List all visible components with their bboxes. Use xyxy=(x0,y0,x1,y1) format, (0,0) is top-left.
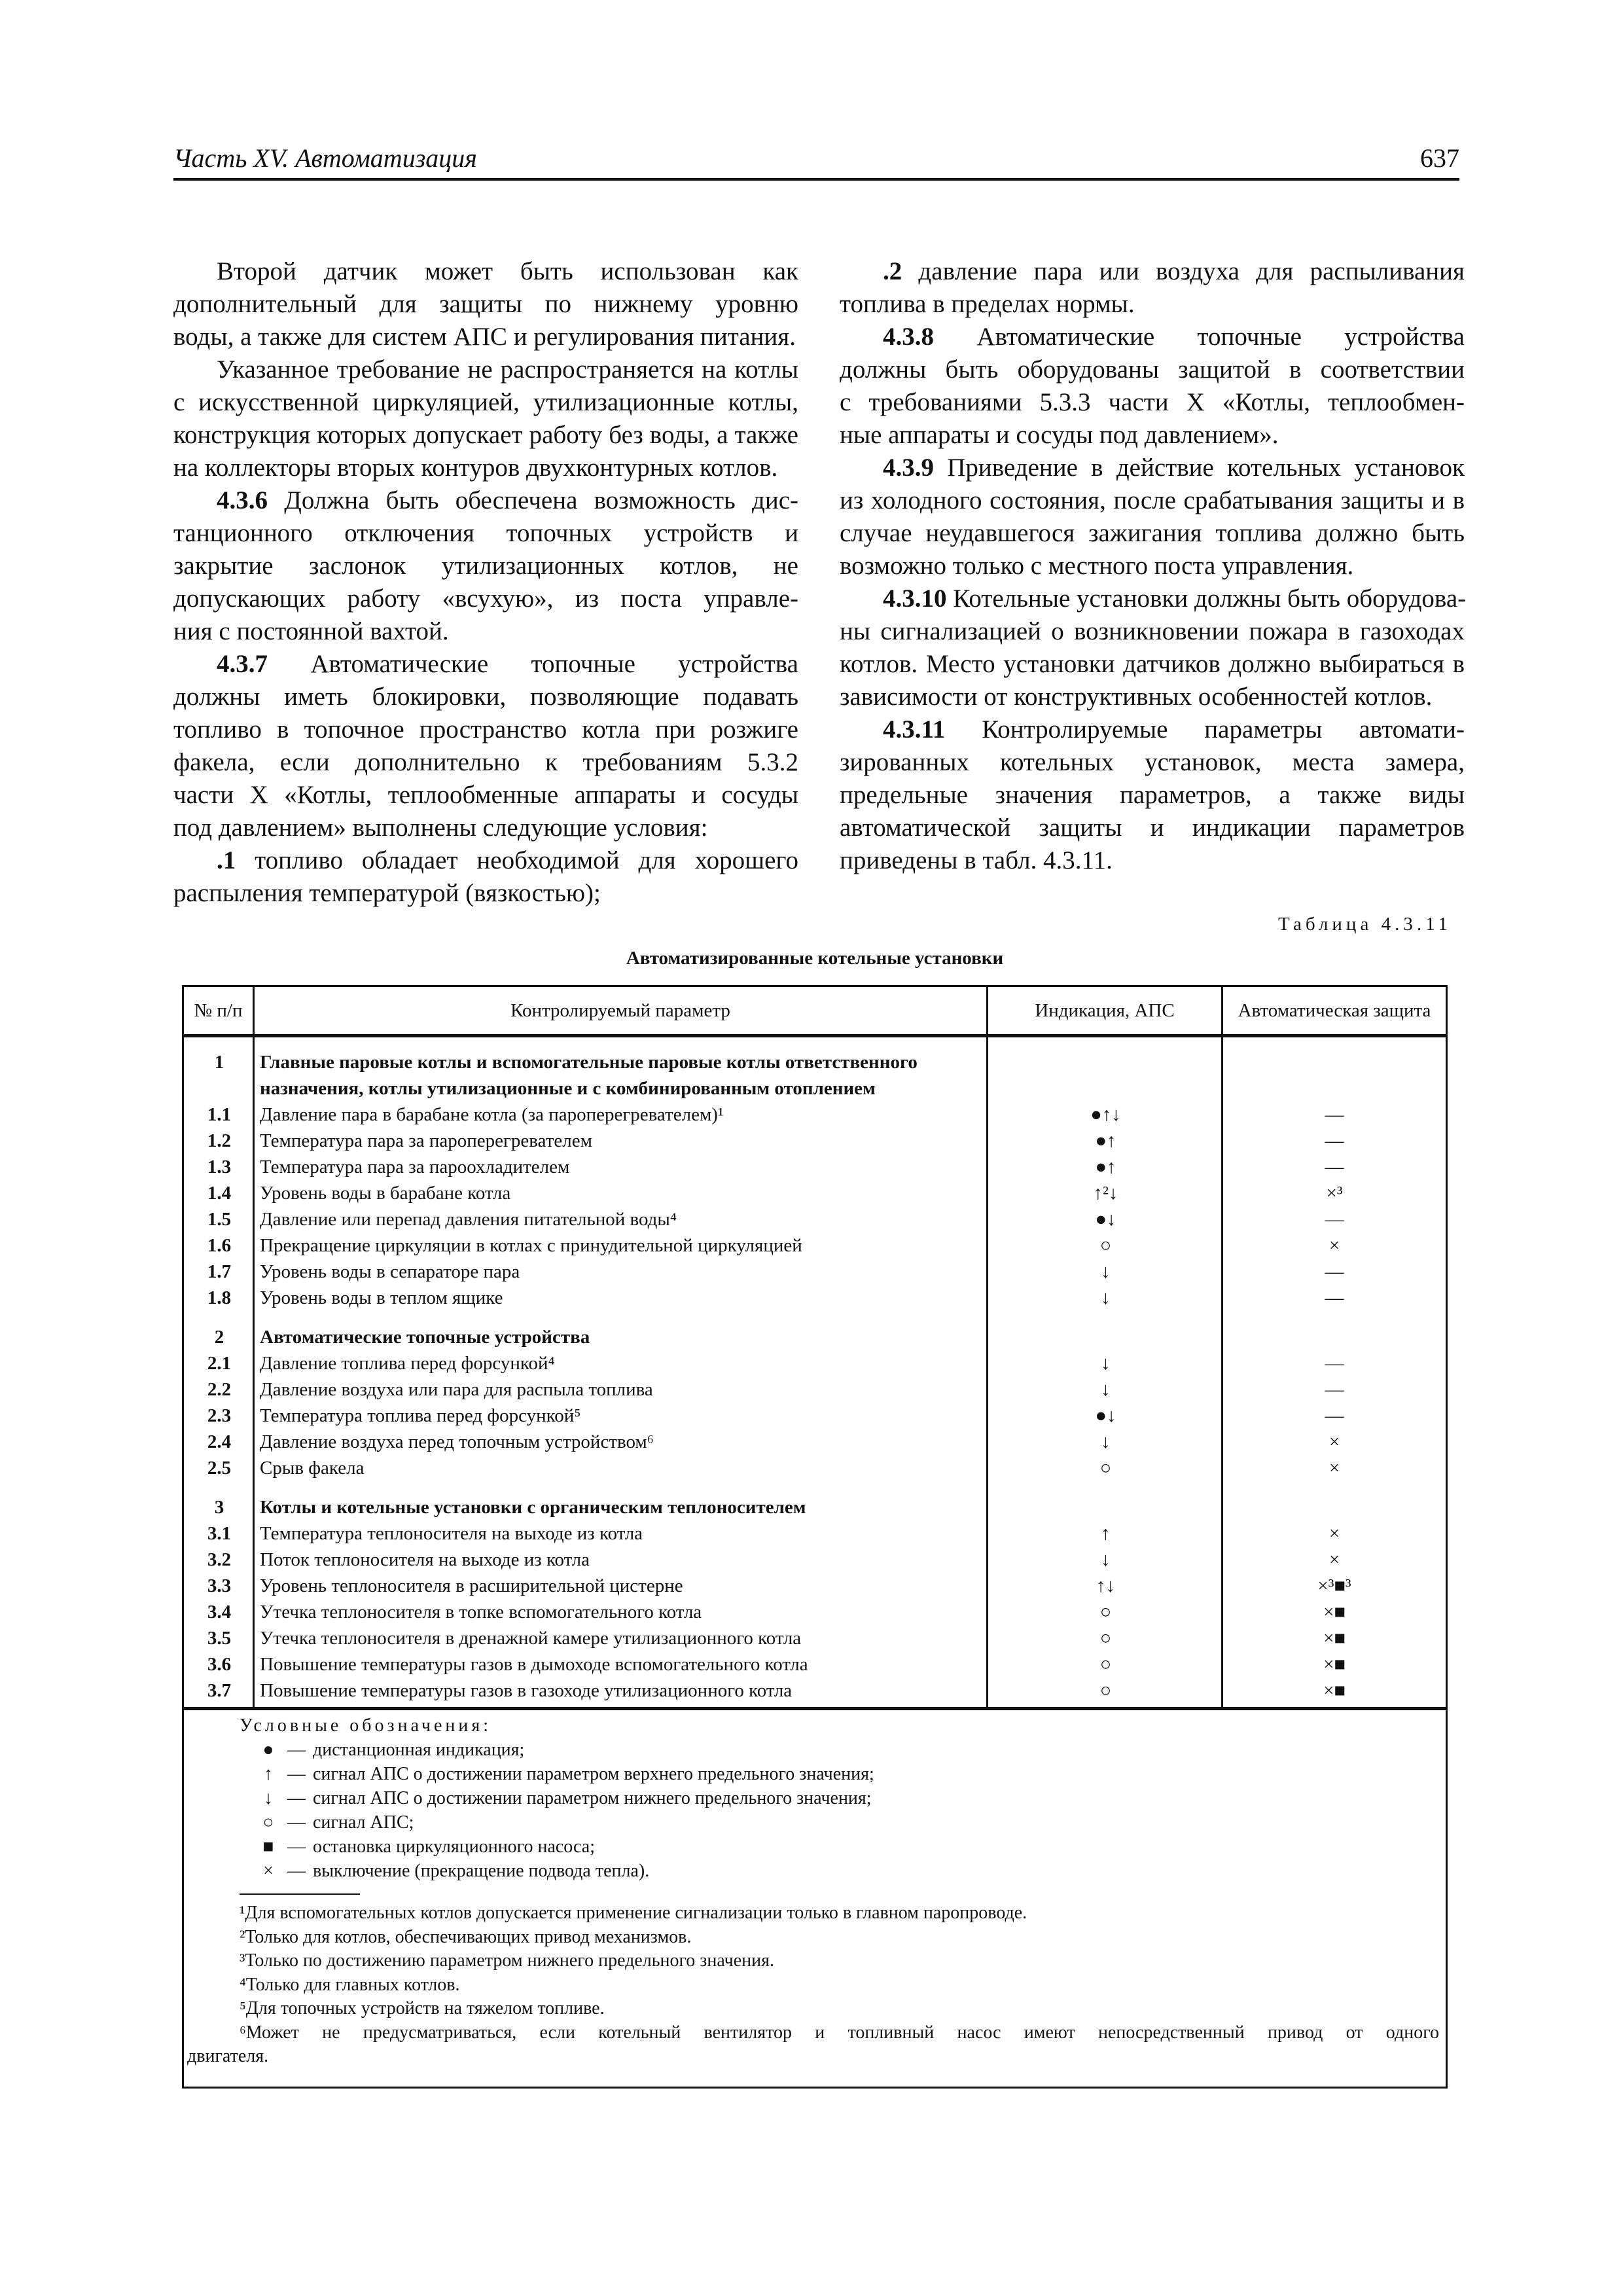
paragraph-line xyxy=(173,713,798,746)
protection-symbols: × xyxy=(1329,1431,1340,1452)
paragraph-line xyxy=(173,779,798,812)
parameter-name: Температура теплоносителя на выходе из котла xyxy=(260,1523,643,1544)
paragraph-line xyxy=(840,779,1465,812)
clause-number: 4.3.10 xyxy=(883,584,947,613)
line-text: из холодного состояния, после срабатывания защиты и в xyxy=(840,486,1465,514)
paragraph-line xyxy=(173,681,798,713)
legend-dash: — xyxy=(287,1788,306,1808)
parameter-name: Давление топлива перед форсункой⁴ xyxy=(260,1353,555,1374)
line-text: танционного отключения топочных устройств и xyxy=(173,519,798,547)
line-text: воды, а также для систем АПС и регулирования питания. xyxy=(173,323,796,351)
paragraph-line xyxy=(840,419,1465,452)
protection-symbols: — xyxy=(1325,1353,1344,1374)
paragraph-line xyxy=(840,353,1465,386)
parameter-name: Давление пара в барабане котла (за пароперегревателем)¹ xyxy=(260,1104,724,1125)
paragraph-line xyxy=(840,681,1465,713)
line-text: возможно только с местного поста управления. xyxy=(840,552,1354,580)
line-text: ны сигнализацией о возникновении пожара в газоходах xyxy=(840,617,1465,645)
table-row xyxy=(184,1154,1446,1180)
column-header-parameter: Контролируемый параметр xyxy=(255,987,988,1034)
line-text: давление пара или воздуха для распыливания xyxy=(902,257,1465,285)
table-row xyxy=(184,1180,1446,1206)
parameter-name: Повышение температуры газов в газоходе утилизационного котла xyxy=(260,1680,793,1701)
legend-item xyxy=(240,1786,874,1810)
boiler-parameters-table xyxy=(182,985,1448,2089)
clause-number: 4.3.11 xyxy=(883,715,946,744)
clause-number: .2 xyxy=(883,257,902,285)
row-number: 1.3 xyxy=(207,1157,232,1177)
row-number: 1.2 xyxy=(207,1130,232,1151)
protection-symbols: — xyxy=(1325,1104,1344,1125)
table-row xyxy=(184,1520,1446,1547)
legend-text: сигнал АПС о достижении параметром верхнего предельного значения; xyxy=(313,1764,874,1784)
section-row xyxy=(184,1324,1446,1350)
line-text: должны иметь блокировки, позволяющие подавать xyxy=(173,683,798,711)
row-number: 2.5 xyxy=(207,1458,232,1479)
paragraph-line xyxy=(840,583,1465,615)
line-text: случае неудавшегося зажигания топлива должно быть xyxy=(840,519,1465,547)
line-text: под давлением» выполнены следующие условия: xyxy=(173,814,708,842)
table-row xyxy=(184,1128,1446,1154)
protection-symbols: × xyxy=(1329,1235,1340,1256)
indication-symbols xyxy=(988,1049,1223,1102)
line-text: дополнительный для защиты по нижнему уровню xyxy=(173,290,798,318)
protection-symbols: ×■ xyxy=(1323,1602,1346,1623)
paragraph-line xyxy=(173,353,798,386)
indication-symbols: ↓ xyxy=(1101,1287,1111,1308)
parameter-name: Уровень воды в сепараторе пара xyxy=(260,1261,520,1282)
line-text: Указанное требование не распространяется на котлы xyxy=(217,355,798,384)
indication-symbols xyxy=(988,1324,1223,1350)
line-text: топливо в топочное пространство котла при розжиге xyxy=(173,715,798,744)
indication-symbols: ○ xyxy=(1099,1628,1112,1649)
line-text: Автоматические топочные устройства xyxy=(934,323,1465,351)
legend-symbol-icon: × xyxy=(263,1861,274,1881)
indication-symbols: ↓ xyxy=(1101,1261,1111,1282)
footnote-separator xyxy=(240,1893,360,1895)
legend-text: остановка циркуляционного насоса; xyxy=(313,1837,595,1857)
legend-heading: Условные обозначения: xyxy=(240,1715,492,1736)
indication-symbols: ●↑ xyxy=(1095,1130,1116,1151)
protection-symbols: ×■ xyxy=(1323,1628,1346,1649)
footnote: ⁵Для топочных устройств на тяжелом топливе. xyxy=(240,1998,605,2018)
legend-item xyxy=(240,1810,874,1835)
column-header-indication: Индикация, АПС xyxy=(988,987,1223,1034)
indication-symbols: ↓ xyxy=(1101,1353,1111,1374)
parameter-name: Уровень воды в теплом ящике xyxy=(260,1287,503,1308)
row-number: 3.2 xyxy=(207,1549,232,1570)
parameter-name: Котлы и котельные установки с органическим теплоносителем xyxy=(260,1497,806,1518)
line-text: закрытие заслонок утилизационных котлов, не xyxy=(173,552,798,580)
line-text: Приведение в действие котельных установок xyxy=(934,454,1465,482)
parameter-name: Уровень воды в барабане котла xyxy=(260,1183,511,1204)
table-row xyxy=(184,1102,1446,1128)
legend-symbol-icon: ↑ xyxy=(264,1764,273,1784)
table-row xyxy=(184,1232,1446,1259)
indication-symbols: ↑ xyxy=(1101,1523,1111,1544)
column-header-protection: Автоматическая защита xyxy=(1238,999,1431,1021)
parameter-name: Давление воздуха перед топочным устройством⁶ xyxy=(260,1431,654,1452)
parameter-name: Температура пара за пароперегревателем xyxy=(260,1130,592,1151)
table-row xyxy=(184,1429,1446,1455)
protection-symbols: — xyxy=(1325,1287,1344,1308)
parameter-name: Давление воздуха или пара для распыла топлива xyxy=(260,1379,653,1400)
row-number: 3.4 xyxy=(207,1602,232,1623)
table-body xyxy=(184,1037,1446,1710)
protection-symbols: × xyxy=(1329,1523,1340,1544)
line-text: Котельные установки должны быть оборудова- xyxy=(946,584,1467,613)
table-row xyxy=(184,1350,1446,1376)
legend-dash: — xyxy=(287,1764,306,1784)
row-number: 3.5 xyxy=(207,1628,232,1649)
line-text: приведены в табл. 4.3.11. xyxy=(840,846,1113,874)
table-row xyxy=(184,1376,1446,1403)
paragraph-line xyxy=(840,288,1465,321)
row-number: 1.8 xyxy=(207,1287,232,1308)
paragraph-line xyxy=(840,746,1465,779)
row-number: 1.6 xyxy=(207,1235,232,1256)
row-number: 2.4 xyxy=(207,1431,232,1452)
paragraph-line xyxy=(173,517,798,550)
legend-symbol-icon: ■ xyxy=(262,1837,274,1857)
indication-symbols: ↓ xyxy=(1101,1431,1111,1452)
line-text: котлов. Место установки датчиков должно выбираться в xyxy=(840,650,1465,678)
line-text: предельные значения параметров, а также виды xyxy=(840,781,1465,809)
paragraph-line xyxy=(173,615,798,648)
line-text: топливо обладает необходимой для хорошего xyxy=(236,846,798,874)
protection-symbols: — xyxy=(1325,1261,1344,1282)
indication-symbols: ↓ xyxy=(1101,1549,1111,1570)
legend-symbol-icon: ● xyxy=(262,1740,274,1760)
line-text: автоматической защиты и индикации параметров xyxy=(840,814,1465,842)
line-text: зависимости от конструктивных особенностей котлов. xyxy=(840,683,1433,711)
paragraph-line xyxy=(840,452,1465,484)
table-row xyxy=(184,1599,1446,1625)
legend-dash: — xyxy=(287,1837,306,1857)
paragraph-line xyxy=(173,746,798,779)
row-number: 3.3 xyxy=(207,1575,232,1596)
indication-symbols: ●↑ xyxy=(1095,1157,1116,1177)
row-number: 2.2 xyxy=(207,1379,232,1400)
parameter-name: Повышение температуры газов в дымоходе вспомогательного котла xyxy=(260,1654,808,1675)
indication-symbols: ●↑↓ xyxy=(1090,1104,1121,1125)
row-number: 2.3 xyxy=(207,1405,232,1426)
column-header-number: № п/п xyxy=(184,987,255,1034)
paragraph-line xyxy=(173,583,798,615)
protection-symbols: — xyxy=(1325,1157,1344,1177)
paragraph-line xyxy=(173,648,798,681)
paragraph-line xyxy=(840,844,1465,877)
line-text: с требованиями 5.3.3 части X «Котлы, теплообмен- xyxy=(840,388,1465,416)
row-number: 3.7 xyxy=(207,1680,232,1701)
paragraph-line xyxy=(840,255,1465,288)
line-text: факела, если дополнительно к требованиям 5.3.2 xyxy=(173,748,798,776)
protection-symbols xyxy=(1223,1494,1446,1520)
protection-symbols xyxy=(1223,1324,1446,1350)
indication-symbols: ●↓ xyxy=(1095,1405,1116,1426)
clause-number: 4.3.6 xyxy=(217,486,268,514)
footnote: двигателя. xyxy=(187,2046,269,2066)
row-number: 1 xyxy=(214,1052,224,1073)
table-row xyxy=(184,1455,1446,1481)
legend-item xyxy=(240,1835,874,1859)
legend-text: выключение (прекращение подвода тепла). xyxy=(313,1861,650,1881)
header-rule xyxy=(173,178,1459,181)
paragraph-line xyxy=(173,550,798,583)
table-row xyxy=(184,1285,1446,1311)
line-text: топлива в пределах нормы. xyxy=(840,290,1135,318)
table-row xyxy=(184,1677,1446,1704)
line-text: должны быть оборудованы защитой в соответствии xyxy=(840,355,1465,384)
parameter-name: Уровень теплоносителя в расширительной цистерне xyxy=(260,1575,683,1596)
clause-number: 4.3.8 xyxy=(883,323,934,351)
table-header xyxy=(184,987,1446,1037)
parameter-name: Утечка теплоносителя в топке вспомогательного котла xyxy=(260,1602,702,1623)
legend-symbol-icon: ↓ xyxy=(264,1788,273,1808)
footnote: ¹Для вспомогательных котлов допускается применение сигнализации только в главном паропроводе. xyxy=(240,1903,1027,1923)
paragraph-line xyxy=(173,321,798,353)
paragraph-line xyxy=(840,648,1465,681)
indication-symbols: ○ xyxy=(1099,1458,1112,1479)
row-number: 3 xyxy=(214,1497,224,1518)
row-number: 3.6 xyxy=(207,1654,232,1675)
paragraph-line xyxy=(173,288,798,321)
paragraph-line xyxy=(173,844,798,877)
row-number: 1.4 xyxy=(207,1183,232,1204)
line-text: Второй датчик может быть использован как xyxy=(217,257,798,285)
table-row xyxy=(184,1651,1446,1677)
paragraph-line xyxy=(173,386,798,419)
protection-symbols: × xyxy=(1329,1549,1340,1570)
line-text: зированных котельных установок, места замера, xyxy=(840,748,1465,776)
legend-dash: — xyxy=(287,1740,306,1760)
footnote: ³Только по достижению параметром нижнего предельного значения. xyxy=(240,1950,775,1971)
indication-symbols: ↑↓ xyxy=(1096,1575,1115,1596)
table-row xyxy=(184,1403,1446,1429)
paragraph-line xyxy=(840,321,1465,353)
protection-symbols: — xyxy=(1325,1130,1344,1151)
indication-symbols: ○ xyxy=(1099,1602,1112,1623)
footnotes xyxy=(187,1901,1439,2069)
parameter-name: Давление или перепад давления питательной воды⁴ xyxy=(260,1209,677,1230)
paragraph-line xyxy=(840,812,1465,844)
legend-text: сигнал АПС о достижении параметром нижнего предельного значения; xyxy=(313,1788,872,1808)
paragraph-line xyxy=(173,484,798,517)
line-text: допускающих работу «всухую», из поста управле- xyxy=(173,584,798,613)
page-number: 637 xyxy=(1420,143,1459,173)
legend-text: дистанционная индикация; xyxy=(313,1740,525,1760)
row-number: 2 xyxy=(214,1327,224,1348)
table-row xyxy=(184,1259,1446,1285)
legend-dash: — xyxy=(287,1861,306,1881)
indication-symbols: ↑²↓ xyxy=(1093,1183,1118,1204)
footnote: ⁶Может не предусматриваться, если котельный вентилятор и топливный насос имеют непосредственный привод от одного xyxy=(240,2022,1439,2043)
footnote: ⁴Только для главных котлов. xyxy=(240,1974,460,1995)
line-text: с искусственной циркуляцией, утилизационные котлы, xyxy=(173,388,798,416)
protection-symbols: — xyxy=(1325,1209,1344,1230)
line-text: конструкция которых допускает работу без воды, а также xyxy=(173,421,798,449)
line-text: Контролируемые параметры автомати- xyxy=(945,715,1465,744)
section-row xyxy=(184,1494,1446,1520)
table-row xyxy=(184,1625,1446,1651)
protection-symbols: ×³ xyxy=(1326,1183,1343,1204)
row-number: 2.1 xyxy=(207,1353,232,1374)
protection-symbols: ×■ xyxy=(1323,1654,1346,1675)
parameter-name: Температура пара за пароохладителем xyxy=(260,1157,570,1177)
legend-symbol-icon: ○ xyxy=(262,1812,274,1833)
paragraph-line xyxy=(840,517,1465,550)
paragraph-line xyxy=(840,484,1465,517)
line-text: части X «Котлы, теплообменные аппараты и сосуды xyxy=(173,781,798,809)
legend-item xyxy=(240,1738,874,1762)
indication-symbols: ●↓ xyxy=(1095,1209,1116,1230)
parameter-name: Срыв факела xyxy=(260,1458,365,1479)
row-number: 1.5 xyxy=(207,1209,232,1230)
parameter-name: Температура топлива перед форсункой⁵ xyxy=(260,1405,581,1426)
paragraph-line xyxy=(840,615,1465,648)
indication-symbols: ○ xyxy=(1099,1235,1112,1256)
parameter-name: Прекращение циркуляции в котлах с принудительной циркуляцией xyxy=(260,1235,802,1256)
running-header-title: Часть XV. Автоматизация xyxy=(173,143,477,173)
protection-symbols: — xyxy=(1325,1379,1344,1400)
legend-dash: — xyxy=(287,1812,306,1833)
table-title: Автоматизированные котельные установки xyxy=(626,948,1004,969)
table-row xyxy=(184,1206,1446,1232)
row-number: 1.1 xyxy=(207,1104,232,1125)
parameter-name: Утечка теплоносителя в дренажной камере утилизационного котла xyxy=(260,1628,802,1649)
paragraph-line xyxy=(840,713,1465,746)
parameter-name: Главные паровые котлы и вспомогательные паровые котлы ответственного назначения, котлы утилизационные и с комбинированным отоплением xyxy=(260,1052,918,1099)
left-text-column xyxy=(173,255,798,910)
legend-item xyxy=(240,1859,874,1883)
row-number: 3.1 xyxy=(207,1523,232,1544)
indication-symbols: ↓ xyxy=(1101,1379,1111,1400)
clause-number: .1 xyxy=(217,846,236,874)
paragraph-line xyxy=(173,452,798,484)
indication-symbols: ○ xyxy=(1099,1680,1112,1701)
table-row xyxy=(184,1573,1446,1599)
indication-symbols: ○ xyxy=(1099,1654,1112,1675)
table-caption: Таблица 4.3.11 xyxy=(1278,914,1452,935)
clause-number: 4.3.9 xyxy=(883,454,934,482)
line-text: ные аппараты и сосуды под давлением». xyxy=(840,421,1279,449)
legend-item xyxy=(240,1762,874,1786)
legend xyxy=(240,1713,874,1883)
parameter-name: Поток теплоносителя на выходе из котла xyxy=(260,1549,590,1570)
protection-symbols xyxy=(1223,1049,1446,1102)
line-text: Автоматические топочные устройства xyxy=(268,650,798,678)
paragraph-line xyxy=(173,419,798,452)
section-row xyxy=(184,1049,1446,1102)
clause-number: 4.3.7 xyxy=(217,650,268,678)
protection-symbols: × xyxy=(1329,1458,1340,1479)
line-text: распыления температурой (вязкостью); xyxy=(173,879,601,907)
right-text-column xyxy=(840,255,1465,877)
legend-text: сигнал АПС; xyxy=(313,1812,414,1833)
footnote: ²Только для котлов, обеспечивающих привод механизмов. xyxy=(240,1926,692,1947)
row-number: 1.7 xyxy=(207,1261,232,1282)
table-row xyxy=(184,1547,1446,1573)
paragraph-line xyxy=(840,386,1465,419)
paragraph-line xyxy=(173,877,798,910)
protection-symbols: — xyxy=(1325,1405,1344,1426)
parameter-name: Автоматические топочные устройства xyxy=(260,1327,590,1348)
protection-symbols: ×■ xyxy=(1323,1680,1346,1701)
paragraph-line xyxy=(840,550,1465,583)
indication-symbols xyxy=(988,1494,1223,1520)
line-text: на коллекторы вторых контуров двухконтурных котлов. xyxy=(173,454,778,482)
line-text: ния с постоянной вахтой. xyxy=(173,617,449,645)
line-text: Должна быть обеспечена возможность дис- xyxy=(268,486,798,514)
paragraph-line xyxy=(173,812,798,844)
protection-symbols: ×³■³ xyxy=(1317,1575,1351,1596)
paragraph-line xyxy=(173,255,798,288)
